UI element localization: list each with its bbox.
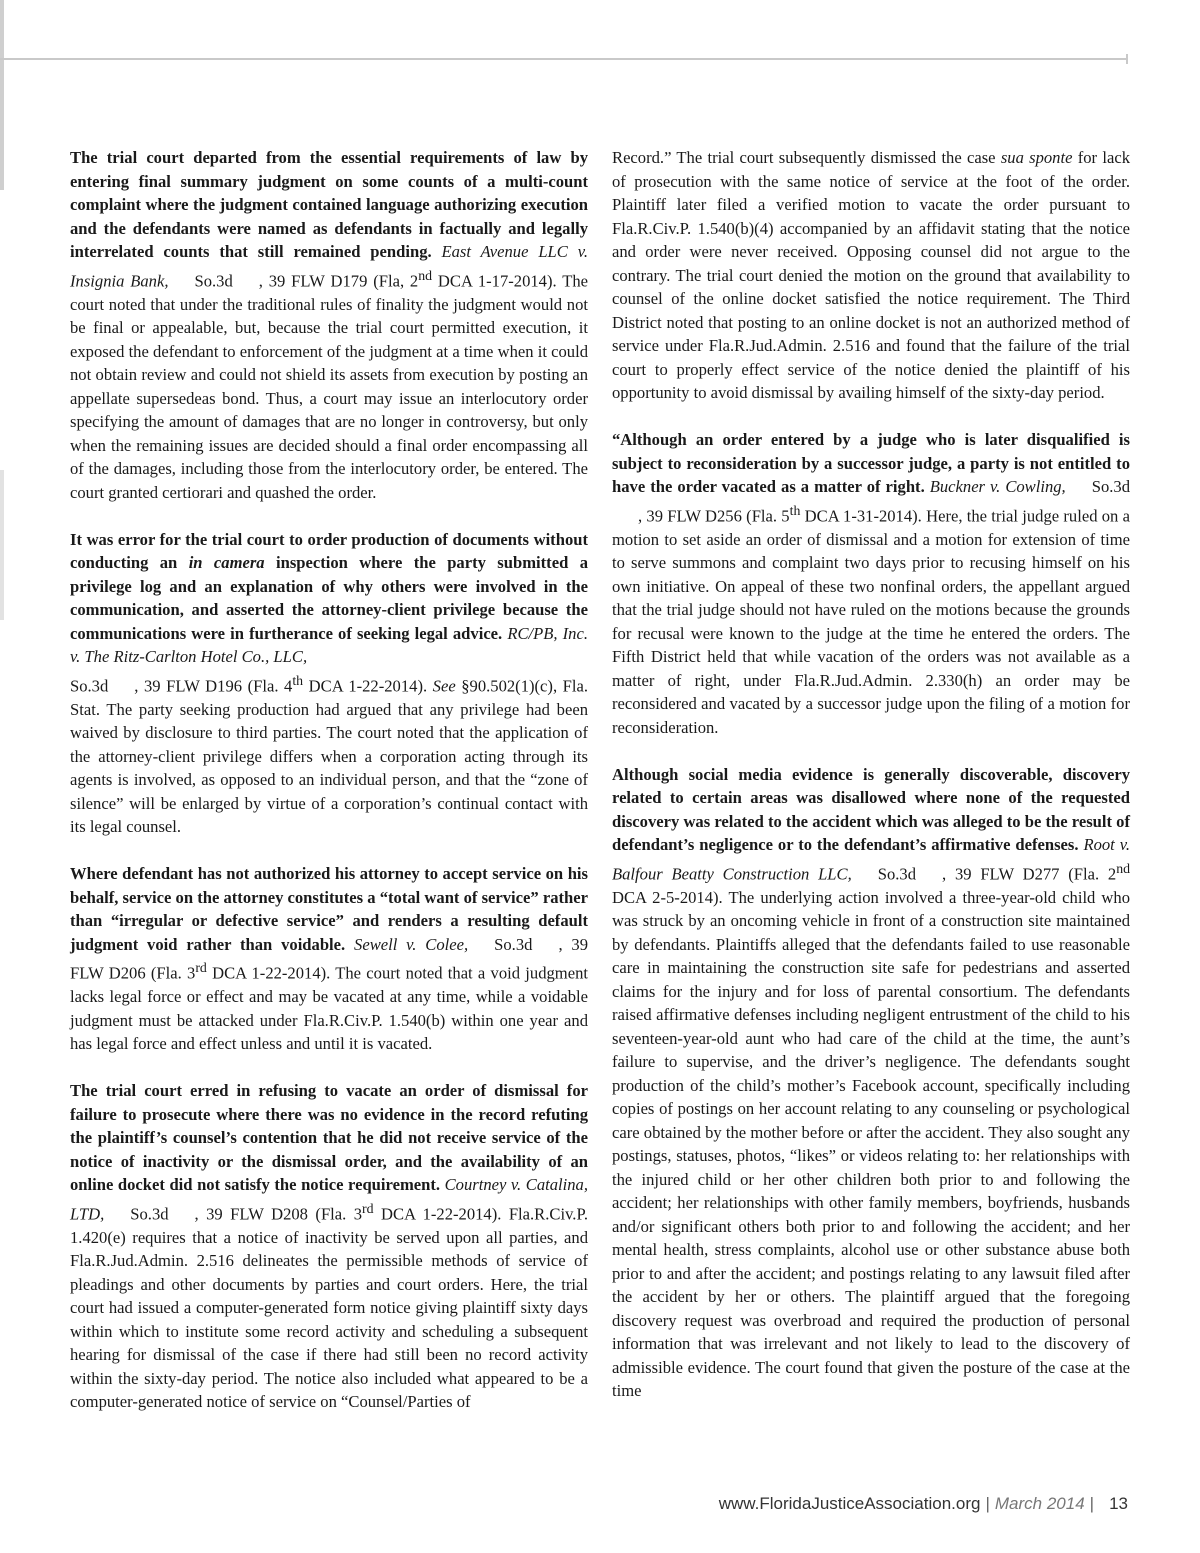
holding-lead: The trial court departed from the essential requirements of law by entering final summary judgment on some counts of a multi-count complaint where the judgment contained language authorizing execution and the defendants were named as defendants in factually and legally interrelated counts that still remained pending. [70, 148, 588, 261]
case-summary-rc-pb [70, 528, 588, 839]
summary-body: The underlying action involved a three-year-old child who was struck by an oncoming vehicle in front of a construction site maintained by defendants. Plaintiffs alleged that the defendants failed to use reasonable care in maintaining the construction site safe for pedestrians and asserted claims for the injury and for loss of parental consortium. The defendants raised affirmative defenses including negligent entrustment of the child to his seventeen-year-old aunt who had care of the child at the time, the aunt’s failure to supervise, and the driver’s negligence. The defendants sought production of the child’s mother’s Facebook account, specifically including copies of postings on her account relating to any counseling or psychological care obtained by the mother before or after the accident. They also sought any postings, statuses, photos, “likes” or videos relating to: her relationships with the injured child or her other children both prior to and following the accident; her relationships with other family members, boyfriends, husbands and/or significant others both prior to and following the accident; and her mental health, stress complaints, alcohol use or other substance abuse both prior to and after the accident; and postings relating to any lawsuit filed after the accident by her or others. The plaintiff argued that the foregoing discovery request was overbroad and required the production of personal information that was irrelevant and not likely to lead to the discovery of admissible evidence. The court found that given the posture of the case at the time [612, 887, 1130, 1401]
issue-date: March 2014 [994, 1494, 1085, 1513]
footer-separator: | [1089, 1494, 1095, 1513]
citation-reporter: So.3d [1091, 477, 1130, 496]
citation: , 39 FLW D256 (Fla. 5 [638, 506, 790, 526]
left-column [70, 146, 588, 1414]
summary-body: for lack of prosecution with the same notice of service at the foot of the order. Plaintiff later filed a verified motion to vacate the order pursuant to Fla.R.Civ.P. 1.540(b)(4) accompanied by an affidavit stating that the notice and order were never received. Opposing counsel did not argue to the contrary. The trial court denied the motion on the ground that availability to counsel of the online docket satisfied the notice requirement. The Third District noted that posting to an online docket is not an authorized method of service under Fla.R.Jud.Admin. 2.516 and found that the failure of the trial court to properly effect service of the notice denied the plaintiff of his opportunity to avoid dismissal by availing himself of the sixty-day period. [612, 148, 1130, 402]
citation-court: DCA 1-22-2014). [373, 1204, 502, 1224]
page-footer [719, 1494, 1128, 1514]
citation-reporter: So.3d [877, 864, 917, 884]
footer-website-link[interactable]: www.FloridaJusticeAssociation.org [718, 1494, 981, 1513]
statute-citation: §90.502(1)(c), Fla. Stat. [70, 676, 588, 719]
holding-lead: The trial court erred in refusing to vacate an order of dismissal for failure to prosecute where there was no evidence in the record refuting the plaintiff’s counsel’s contention that he did not receive service of the notice of inactivity or the dismissal order, and the availability of an online docket did not satisfy the notice requirement. [70, 1081, 588, 1195]
summary-body: Here, the trial judge ruled on a motion to set aside an order of dismissal and a motion for extension of time to serve summons and complaint two days prior to recusing himself on his own initiative. On appeal of these two nonfinal orders, the appellant argued that the trial judge should not have ruled on the motions because the grounds for recusal were known to the judge at the time he entered the orders. The Fifth District held that while vacation of the orders was not available as a matter of right, under Fla.R.Jud.Admin. 2.330(h) an order may be reconsidered and vacated by a successor judge upon the filing of a motion for reconsideration. [612, 506, 1130, 737]
citation-court: DCA 2-5-2014). [612, 887, 723, 907]
citation-reporter: So.3d [494, 934, 533, 954]
citation-ordinal: nd [1116, 860, 1131, 876]
header-rule-tick [1126, 54, 1128, 64]
citation-signal: See [432, 676, 456, 696]
case-name: Root v. Balfour Beatty Construction LLC, [612, 835, 1130, 884]
case-name: Courtney v. Catalina, LTD, [70, 1175, 588, 1224]
holding-lead: “Although an order entered by a judge who is later disqualified is subject to reconsideration by a successor judge, a party is not entitled to have the order vacated as a matter of right. [612, 430, 1130, 496]
summary-body: The party seeking production had argued that any privilege had been waived by disclosure to third parties. The court noted that the application of the attorney-client privilege differs when a corporation acting through its agents is involved, as opposed to an individual person, and that the “zone of silence” will be enlarged by virtue of a corporation’s continual contact with its legal counsel. [70, 699, 588, 837]
case-name: Sewell v. Colee, [354, 934, 469, 954]
case-summary-root [612, 763, 1130, 1403]
citation-court: DCA 1-22-2014). [206, 963, 331, 983]
case-name: Buckner v. Cowling, [929, 477, 1066, 496]
holding-lead: It was error for the trial court to order production of documents without conducting an in camera inspection where the party submitted a privilege log and an explanation of why others were involved in the communication, and asserted the attorney-client privilege because the communications were in furtherance of seeking legal advice. [70, 529, 588, 643]
summary-body: The court noted that a void judgment lacks legal force or effect and may be vacated at any time, while a voidable judgment must be attacked under Fla.R.Civ.P. 1.540(b) within one year and has legal force and effect unless and until it is vacated. [70, 963, 588, 1054]
summary-body: Record.” The trial court subsequently dismissed the case [612, 148, 1001, 167]
citation: , 39 FLW D206 (Fla. 3 [70, 934, 589, 983]
latin-term: sua sponte [1000, 148, 1073, 167]
citation-ordinal: rd [362, 1200, 374, 1216]
summary-body: Fla.R.Civ.P. 1.420(e) requires that a notice of inactivity be served upon all parties, and Fla.R.Jud.Admin. 2.516 delineates the permissible methods of service of pleadings and other documents by parties and court orders. Here, the trial court had issued a computer-generated form notice giving plaintiff sixty days within which to institute some record activity and scheduling a subsequent hearing for dismissal of the case if there had still been no record activity within the sixty-day period. The notice also included what appeared to be a computer-generated notice of service on “Counsel/Parties of [70, 1204, 588, 1412]
citation: , 39 FLW D208 (Fla. 3 [194, 1204, 363, 1224]
citation-ordinal: nd [418, 267, 433, 283]
case-summary-courtney [70, 1079, 588, 1414]
footer-separator: | [985, 1494, 990, 1513]
page-edge-mark [0, 470, 4, 620]
citation-court: DCA 1-31-2014). [800, 506, 922, 526]
page-edge-mark [0, 0, 4, 190]
holding-emphasis: in camera [188, 553, 265, 573]
citation-ordinal: th [292, 672, 304, 688]
case-name: RC/PB, Inc. v. The Ritz-Carlton Hotel Co., LLC, [70, 623, 588, 667]
holding-lead: Although social media evidence is generally discoverable, discovery related to certain areas was disallowed where none of the requested discovery was related to the accident which was alleged to be the result of defendant’s negligence or to the defendant’s affirmative defenses. [612, 764, 1130, 855]
citation: , 39 FLW D196 (Fla. 4 [134, 676, 293, 696]
summary-body: The court noted that under the traditional rules of finality the judgment would not be final or appealable, but, because the trial court permitted execution, it exposed the defendant to enforcement of the judgment at a time when it could not obtain review and could not shield its assets from execution by posting an appellate supersedeas bond. Thus, a court may issue an interlocutory order specifying the amount of damages that are no longer in controversy, but only when the remaining issues are decided should a final order encompassing all of the damages, including those from the interlocutory order, be entered. The court granted certiorari and quashed the order. [70, 271, 588, 502]
case-summary-east-avenue [70, 146, 588, 504]
citation: , 39 FLW D277 (Fla. 2 [942, 864, 1117, 884]
citation-reporter: So.3d [130, 1204, 169, 1224]
case-name: East Avenue LLC v. Insignia Bank, [70, 242, 588, 291]
header-rule [0, 58, 1126, 60]
right-column [612, 146, 1130, 1403]
citation-reporter: So.3d [194, 271, 233, 291]
citation-court: DCA 1-22-2014). [303, 676, 433, 696]
case-summary-buckner [612, 428, 1130, 739]
citation-reporter: So.3d [70, 676, 109, 696]
page-number: 13 [1109, 1494, 1128, 1513]
case-summary-courtney-continued [612, 146, 1130, 405]
holding-lead: Where defendant has not authorized his attorney to accept service on his behalf, service on the attorney constitutes a “total want of service” rather than “irregular or defective service” and renders a resulting default judgment void rather than voidable. [70, 864, 588, 954]
citation-ordinal: rd [195, 960, 207, 976]
citation-ordinal: th [789, 502, 801, 518]
citation-court: DCA 1-17-2014). [432, 271, 557, 291]
case-summary-sewell [70, 862, 588, 1056]
citation: , 39 FLW D179 (Fla, 2 [258, 271, 419, 291]
